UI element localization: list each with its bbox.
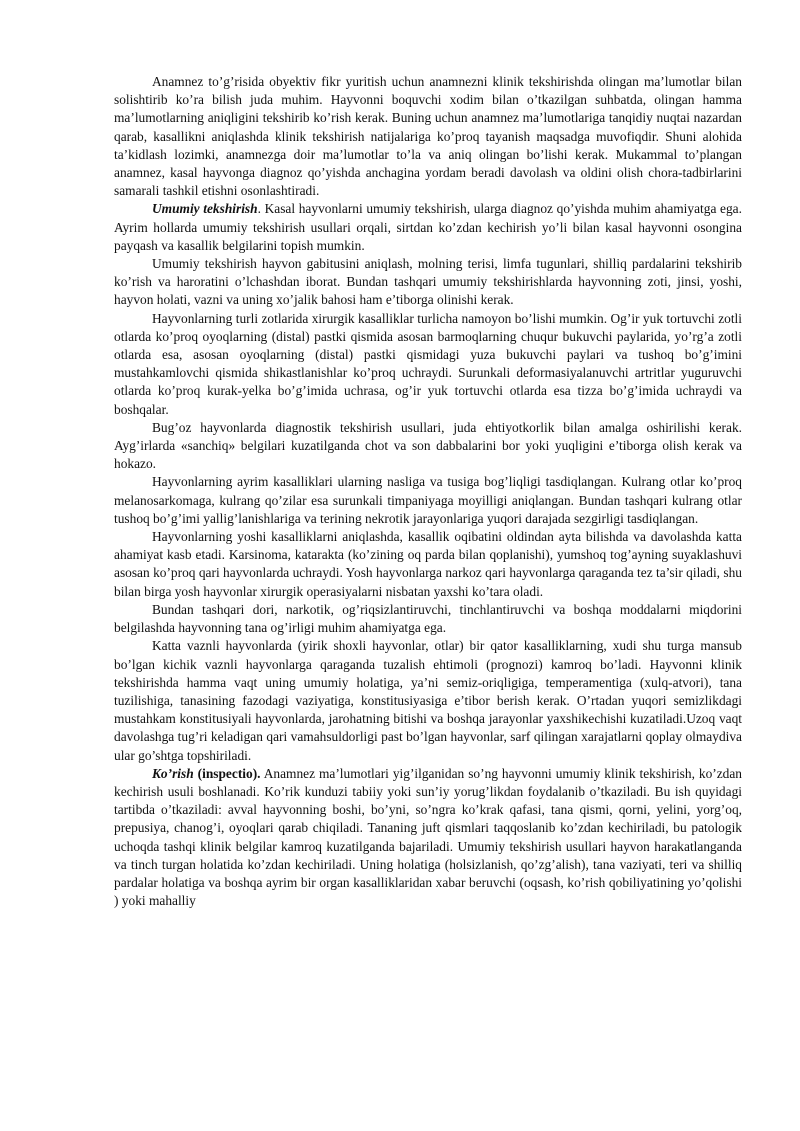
paragraph-text: Katta vaznli hayvonlarda (yirik shoxli hayvonlar, otlar) bir qator kasalliklarning, xudi shu turga mansub bo’lgan kichik vaznli hayvonlarga qaraganda tuzalish ehtimoli (prognozi) kamroq bo’ladi. Hayvonni klinik tekshirishda hamma vaqt uning umumiy holatiga, ya’ni semiz-oriqligiga, temperamentiga (xulq-atvori), tana tuzilishiga, tanasining fazodagi vaziyatiga, konstitusiyasiga e’tibor berish kerak. O’rtadan yuqori semizlikdagi mustahkam konstitusiyali hayvonlarda, jarohatning bitishi va boshqa jarayonlar yaxshikechishi kuzatiladi.Uzoq vaqt davolashga tug’ri keladigan qari vamahsuldorligi past bo’lgan hayvonlar, sarf qilingan xarajatlarni qoplay olmaydiva ular go’shtga topshiriladi. bbox=[114, 638, 742, 763]
paragraph-umumiy-tekshirish bbox=[114, 200, 742, 255]
section-term-suffix: (inspectio). bbox=[193, 765, 261, 781]
section-term: Umumiy tekshirish bbox=[152, 201, 258, 217]
paragraph-yosh bbox=[114, 528, 742, 601]
paragraph-text: Bug’oz hayvonlarda diagnostik tekshirish usullari, juda ehtiyotkorlik bilan amalga oshirilishi kerak. Ayg’irlarda «sanchiq» belgilari kuzatilganda chot va son dabbalarini bor yoki yuqligini e’tiborga olish kerak va hokazo. bbox=[114, 419, 742, 472]
paragraph-text: Hayvonlarning ayrim kasalliklari ularning nasliga va tusiga bog’liqligi tasdiqlangan. Kulrang otlar ko’proq melanosarkomaga, kulrang qo’zilar esa surunkali timpaniyaga moyilligi aniqlangan. Bundan tashqari kulrang otlar tushoq bo’g’imi yallig’lanishlariga va terining nekrotik jarayonlariga yuqori darajada sezgirligi tasdiqlangan. bbox=[114, 474, 742, 526]
paragraph-zotlar bbox=[114, 310, 742, 419]
paragraph-bugoz bbox=[114, 419, 742, 474]
paragraph-text: Hayvonlarning turli zotlarida xirurgik kasalliklar turlicha namoyon bo’lishi mumkin. Og’ir yuk tortuvchi zotli otlarda ko’proq oyoqlarning (distal) pastki qismida asosan barmoqlarning chuqur bukuvchi paylarida, yo’rg’a zotli otlarda esa, asosan oyoqlarning (distal) pastki qismidagi yuza bukuvchi paylari va tushoq bo’g’imini mustahkamlovchi qismida shikastlanishlar ko’proq uchraydi. Surunkali deformasiyalanuvchi artritlar yuguruvchi otlarda ko’proq kurak-yelka bo’g’imida uchrasa, og’ir yuk tortuvchi otlarda esa tizza bo’g’imida uchraydi va boshqalar. bbox=[114, 310, 742, 417]
paragraph-text: Umumiy tekshirish hayvon gabitusini aniqlash, molning terisi, limfa tugunlari, shilliq pardalarini tekshirib ko’rish va haroratini o’lchashdan iborat. Bundan tashqari umumiy tekshirishlarda hayvonning zoti, jinsi, yoshi, hayvon holati, vazni va uning xo’jalik bahosi ham e’tiborga olinishi kerak. bbox=[114, 256, 742, 308]
paragraph-text: Anamnez to’g’risida obyektiv fikr yuritish uchun anamnezni klinik tekshirishda olingan ma’lumotlar bilan solishtirib ko’ra bilish juda muhim. Hayvonni boquvchi xodim bilan o’tkazilgan suhbatda, olingan hamma ma’lumotlarning aniqligini tekshirib ko’rish kerak. Buning uchun anamnez ma’lumotlariga tanqidiy nuqtai nazardan qarab, kasallikni aniqlashda klinik tekshirish natijalariga ko’proq tayanish maqsadga muvofiqdir. Shuni alohida ta’kidlash lozimki, anamnezga doir ma’lumotlar to’la va aniq olingan bo’lishi kerak. Mukammal to’plangan anamnez, kasal hayvonga diagnoz qo’yishda anchagina yordam beradi davolash va oldini olish chora-tadbirlarini samarali tashkil etishni osonlashtiradi. bbox=[114, 74, 742, 199]
paragraph-gabitus bbox=[114, 255, 742, 310]
paragraph-nasl-tus bbox=[114, 473, 742, 528]
paragraph-korish bbox=[114, 765, 742, 911]
paragraph-text: . Kasal hayvonlarni umumiy tekshirish, ularga diagnoz qo’yishda muhim ahamiyatga ega. Ayrim hollarda umumiy tekshirish usullari orqali, sirtdan ko’zdan kechirish yo’li bilan kasal hayvonni osongina payqash va kasallik belgilarini topish mumkin. bbox=[114, 201, 742, 253]
paragraph-text: Anamnez ma’lumotlari yig’ilganidan so’ng hayvonni umumiy klinik tekshirish, ko’zdan kechirish usuli boshlanadi. Ko’rik kunduzi tabiiy yoki sun’iy yorug’likdan foydalanib o’tkaziladi. Bu ish quyidagi tartibda o’tkaziladi: avval hayvonning boshi, bo’yni, so’ngra ko’krak qafasi, tana qismi, qorni, yelini, yorg’oq, prepusiya, chanog’i, oyoqlari qarab chiqiladi. Tananing juft qismlari taqqoslanib ko’zdan kechiriladi, bu patologik uchoqda tashqi klinik belgilar kamroq kuzatilganda bajariladi. Umumiy tekshirish usullari hayvon harakatlanganda va tinch turgan holatida ko’zdan kechiriladi. Uning holatiga (holsizlanish, qo’zg’alish), tana vaziyati, teri va shilliq pardalar holatiga va boshqa ayrim bir organ kasalliklaridan xabar beruvchi (oqsash, ko’rish qobiliyatining yo’qolishi ) yoki mahalliy bbox=[114, 765, 742, 909]
paragraph-anamnez bbox=[114, 73, 742, 200]
section-term: Ko’rish bbox=[152, 765, 194, 781]
paragraph-tana-ogirligi bbox=[114, 601, 742, 637]
paragraph-text: Hayvonlarning yoshi kasalliklarni aniqlashda, kasallik oqibatini oldindan ayta bilishda va davolashda katta ahamiyat kasb etadi. Karsinoma, katarakta (ko’zining oq parda bilan qoplanishi), yumshoq tog’ayning suyaklashuvi asosan ko’proq qari hayvonlarda uchraydi. Yosh hayvonlarga narkoz qari hayvonlarga qaraganda tez ta’sir qiladi, shu bilan birga yosh hayvonlar xirurgik operasiyalarni nisbatan yaxshi ko’tara oladi. bbox=[114, 529, 742, 599]
document-page bbox=[114, 73, 742, 910]
paragraph-katta-vazn bbox=[114, 637, 742, 764]
paragraph-text: Bundan tashqari dori, narkotik, og’riqsizlantiruvchi, tinchlantiruvchi va boshqa moddalarni miqdorini belgilashda hayvonning tana og’irligi muhim ahamiyatga ega. bbox=[114, 601, 742, 636]
